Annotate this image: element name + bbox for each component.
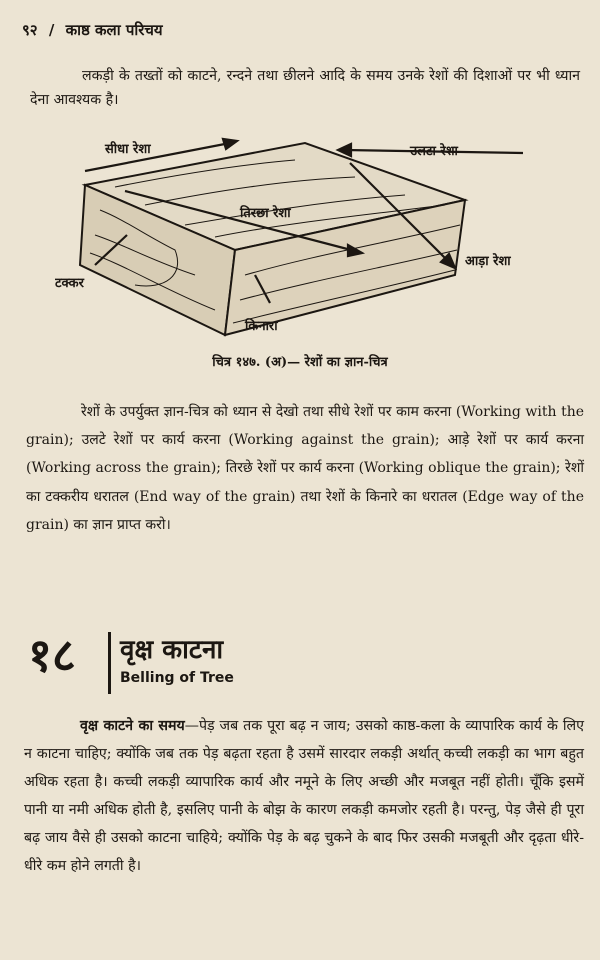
label-edge: किनारा (245, 319, 278, 334)
chapter-number: १८ (28, 628, 76, 682)
label-end: टक्कर (55, 276, 84, 291)
book-title: काष्ठ कला परिचय (65, 21, 163, 39)
felling-paragraph (24, 712, 584, 880)
intro-paragraph: लकड़ी के तख्तों को काटने, रन्दने तथा छीलने आदि के समय उनके रेशों की दिशाओं पर भी ध्यान देना आवश्यक है। (30, 68, 580, 108)
wood-grain-figure (55, 125, 535, 340)
chapter-subtitle: Belling of Tree (120, 670, 234, 686)
felling-paragraph-text: —पेड़ जब तक पूरा बढ़ न जाय; उसको काष्ठ-कला के व्यापारिक कार्य के लिए न काटना चाहिए; क्योंकि जब तक पेड़ बढ़ता रहता है उसमें सारदार लकड़ी अर्थात् कच्ची लकड़ी का भाग बहुत अधिक रहता है। कच्ची लकड़ी व्यापारिक कार्य और नमूने के लिए अच्छी और मजबूत नहीं होती। चूँकि इसमें पानी या नमी अधिक होती है, इसलिए पानी के बोझ के कारण लकड़ी कमजोर रहती है। परन्तु, पेड़ जैसे ही पूरा बढ़ जाय वैसे ही उसको काटना चाहिये; क्योंकि पेड़ के बढ़ चुकने के बाद फिर उसकी मजबूती और दृढ़ता धीरे-धीरे कम होने लगती है। (24, 718, 584, 874)
grain-paragraph: रेशों के उपर्युक्त ज्ञान-चित्र को ध्यान से देखो तथा सीधे रेशों पर काम करना (Working with the grain); उलटे रेशों पर कार्य करना (Working against the grain); आड़े रेशों पर कार्य करना (Working across the grain); तिरछे रेशों पर कार्य करना (Working oblique the grain); रेशों का टक्करीय धरातल (End way of the grain) तथा रेशों के किनारे का धरातल (Edge way of the grain) का ज्ञान प्राप्त करो। (26, 404, 584, 533)
header-separator: / (48, 21, 55, 39)
page-header (22, 20, 169, 40)
figure-caption: चित्र १४७. (अ)— रेशों का ज्ञान-चित्र (212, 355, 388, 370)
page-number: ९२ (22, 21, 38, 39)
felling-paragraph-lead: वृक्ष काटने का समय (80, 718, 185, 734)
chapter-divider (108, 632, 111, 694)
label-oblique-grain: तिरछा रेशा (240, 206, 291, 221)
label-straight-grain: सीधा रेशा (105, 142, 151, 157)
label-reverse-grain: उलटा रेशा (410, 144, 458, 159)
wood-plank-illustration (80, 143, 465, 335)
label-cross-grain: आड़ा रेशा (465, 254, 511, 269)
chapter-title: वृक्ष काटना (120, 635, 224, 665)
